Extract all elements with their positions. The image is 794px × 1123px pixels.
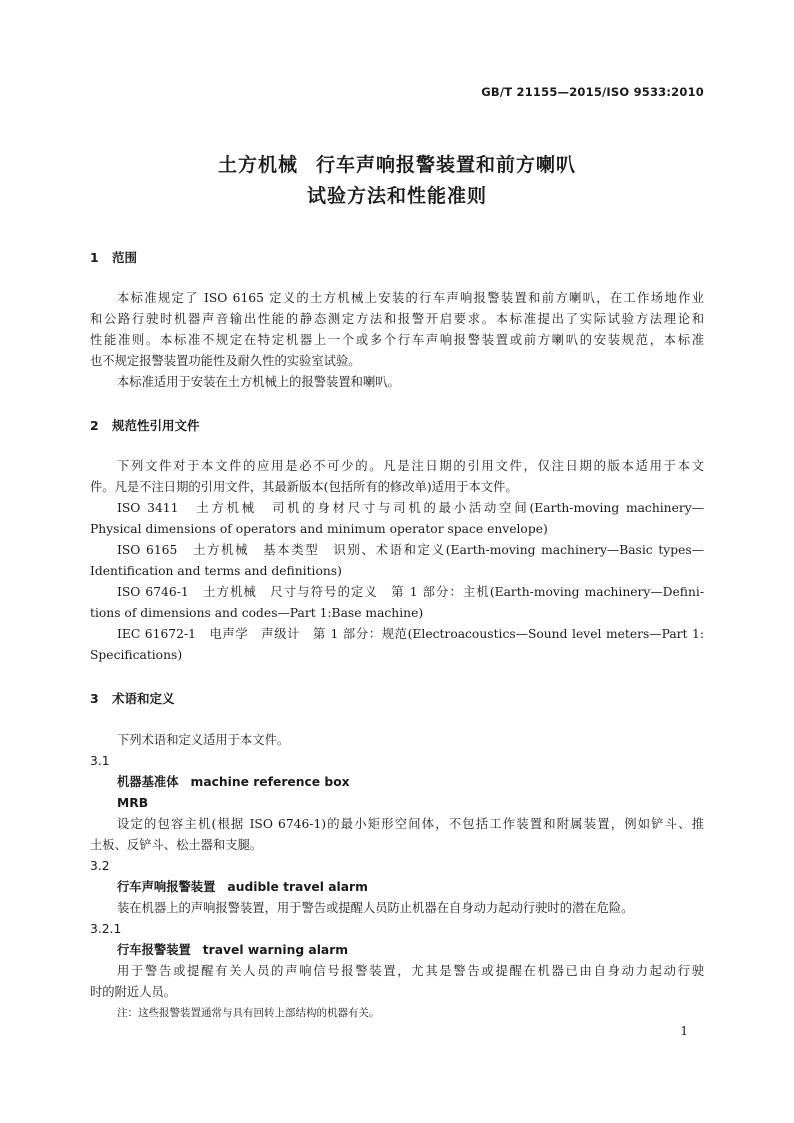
paragraph-line: 性能准则。本标准不规定在特定机器上一个或多个行车声响报警装置或前方喇叭的安装规范，本标准 [90,333,704,347]
paragraph-line: 下列文件对于本文件的应用是必不可少的。凡是注日期的引用文件，仅注日期的版本适用于本文 [117,459,704,473]
section-number: 2 [90,418,99,433]
definition-line: 设定的包容主机(根据 ISO 6746-1)的最小矩形空间体，不包括工作装置和附属装置，例如铲斗、推 [117,817,704,831]
definition-line: 用于警告或提醒有关人员的声响信号报警装置，尤其是警告或提醒在机器已由自身动力起动行驶 [117,964,704,978]
reference-line: Identification and terms and definitions) [90,564,342,578]
reference-line: Physical dimensions of operators and minimum operator space envelope) [90,522,548,536]
title-part-a: 土方机械 [217,154,298,176]
term-note: 注：这些报警装置通常与具有回转上部结构的机器有关。 [117,1007,380,1019]
paragraph-line: 件。凡是不注日期的引用文件，其最新版本(包括所有的修改单)适用于本文件。 [90,480,518,494]
section-3-heading [90,689,175,707]
term-cn: 行车声响报警装置 [117,880,216,894]
reference-line: ISO 6746-1 土方机械 尺寸与符号的定义 第 1 部分：主机(Earth-moving machinery—Defini- [117,585,704,599]
term-en: travel warning alarm [202,943,349,957]
section-title: 规范性引用文件 [112,418,200,433]
paragraph-line: 和公路行驶时机器声音输出性能的静态测定方法和报警开启要求。本标准提出了实际试验方法理论和 [90,312,704,326]
section-title: 范围 [112,250,138,265]
section-1-heading [90,248,137,266]
term-number: 3.2.1 [90,922,122,936]
term-number: 3.2 [90,859,110,873]
paragraph-line: 本标准规定了 ISO 6165 定义的土方机械上安装的行车声响报警装置和前方喇叭，在工作场地作业 [117,291,704,305]
term-cn: 机器基准体 [117,775,179,789]
term-heading [117,773,704,791]
paragraph-line: 本标准适用于安装在土方机械上的报警装置和喇叭。 [117,375,400,389]
section-number: 3 [90,691,99,706]
definition-line: 土板、反铲斗、松土器和支腿。 [90,838,263,852]
paragraph-line: 也不规定报警装置功能性及耐久性的实验室试验。 [90,354,361,368]
section-title: 术语和定义 [112,691,175,706]
reference-line: tions of dimensions and codes—Part 1:Base machine) [90,606,424,620]
term-en: machine reference box [190,775,350,789]
term-en: audible travel alarm [227,880,368,894]
term-number: 3.1 [90,754,110,768]
definition-line: 装在机器上的声响报警装置，用于警告或提醒人员防止机器在自身动力起动行驶时的潜在危险。 [117,901,634,915]
section-number: 1 [90,250,99,265]
term-cn: 行车报警装置 [117,943,191,957]
standard-code: GB/T 21155—2015/ISO 9533:2010 [481,85,704,99]
title-part-b: 行车声响报警装置和前方喇叭 [316,154,577,176]
paragraph-line: 下列术语和定义适用于本文件。 [117,733,290,747]
definition-line: 时的附近人员。 [90,985,177,999]
document-title-line-1 [0,150,794,177]
reference-line: IEC 61672-1 电声学 声级计 第 1 部分：规范(Electroacoustics—Sound level meters—Part 1: [117,627,704,641]
section-2-heading [90,416,200,434]
page-number: 1 [680,1024,688,1038]
reference-line: Specifications) [90,648,183,662]
term-abbreviation: MRB [117,796,149,810]
term-heading [117,878,704,896]
document-title-line-2: 试验方法和性能准则 [306,185,487,207]
reference-line: ISO 6165 土方机械 基本类型 识别、术语和定义(Earth-moving machinery—Basic types— [117,543,704,557]
reference-line: ISO 3411 土方机械 司机的身材尺寸与司机的最小活动空间(Earth-moving machinery— [117,501,704,515]
term-heading [117,941,704,959]
